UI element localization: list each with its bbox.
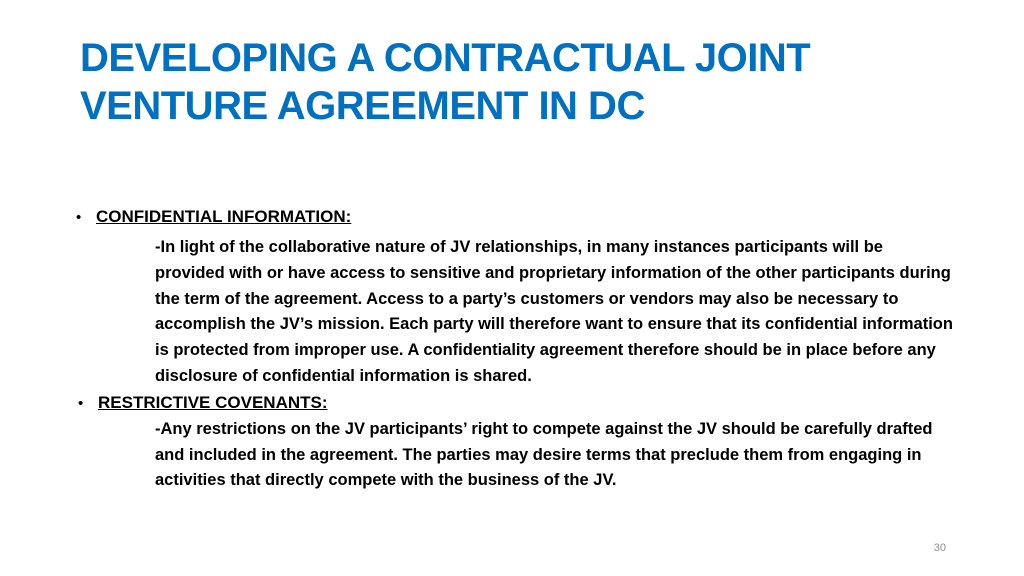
page-number: 30 xyxy=(933,542,946,554)
bullet-confidential-information xyxy=(76,204,956,231)
bullet-icon: • xyxy=(76,209,82,226)
confidential-information-text: -In light of the collaborative nature of JV relationships, in many instances participants will be provided with or have access to sensitive and proprietary information of the other participants during the term of the agreement. Access to a party’s customers or vendors may also be necessary to accomplish the JV’s mission. Each party will therefore want to ensure that its confidential information is protected from improper use. A confidentiality agreement therefore should be in place before any disclosure of confidential information is shared. xyxy=(155,238,953,385)
restrictive-covenants-heading: RESTRICTIVE COVENANTS: xyxy=(98,392,328,412)
restrictive-covenants-text: -Any restrictions on the JV participants’ right to compete against the JV should be carefully drafted and included in the agreement. The parties may desire terms that preclude them from engaging in activities that directly compete with the business of the JV. xyxy=(155,419,933,490)
bullet-restrictive-covenants xyxy=(78,390,956,417)
confidential-information-heading: CONFIDENTIAL INFORMATION: xyxy=(96,207,352,226)
slide-content xyxy=(76,204,956,494)
bullet-icon: • xyxy=(78,394,84,412)
slide-title: DEVELOPING A CONTRACTUAL JOINT VENTURE AGREEMENT IN DC xyxy=(80,36,811,128)
